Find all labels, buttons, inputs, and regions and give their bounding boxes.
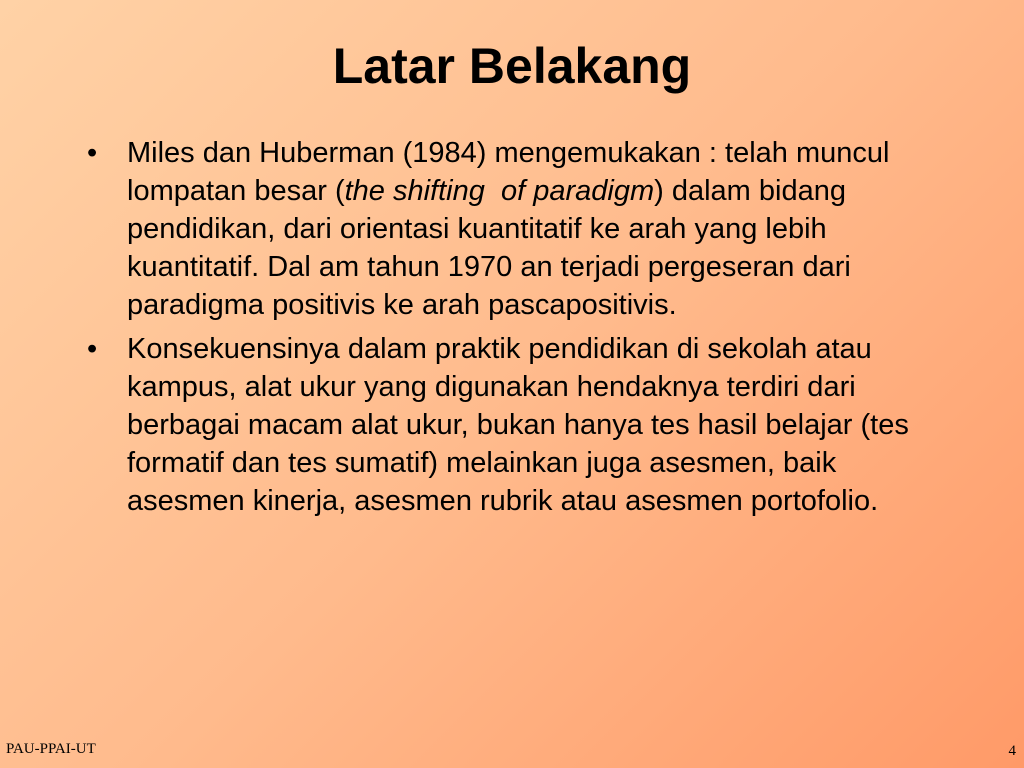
bullet-list — [85, 134, 945, 526]
bullet-1-text-start: Miles dan Huberman (1984) mengemukakan : telah muncul lompatan besar ( — [127, 137, 890, 207]
bullet-2-text: Konsekuensinya dalam praktik pendidikan di sekolah atau kampus, alat ukur yang digunakan hendaknya terdiri dari berbagai macam alat ukur, bukan hanya tes hasil belajar (tes formatif dan tes sumatif) melainkan juga asesmen, baik asesmen kinerja, asesmen rubrik atau asesmen portofolio. — [127, 333, 909, 517]
bullet-item-1 — [85, 134, 945, 324]
bullet-item-2 — [85, 330, 945, 520]
slide-title: Latar Belakang — [332, 38, 692, 94]
bullet-icon: • — [87, 137, 98, 169]
bullet-icon: • — [87, 333, 98, 365]
page-number: 4 — [1008, 743, 1016, 759]
bullet-1-text-end: ) dalam bidang pendidikan, dari orientasi kuantitatif ke arah yang lebih kuantitatif. Dal am tahun 1970 an terjadi pergeseran dari paradigma positivis ke arah pascapositivis. — [127, 175, 851, 321]
bullet-1-italic-phrase: the shifting of paradigm — [344, 175, 655, 207]
footer-label: PAU-PPAI-UT — [6, 741, 96, 757]
